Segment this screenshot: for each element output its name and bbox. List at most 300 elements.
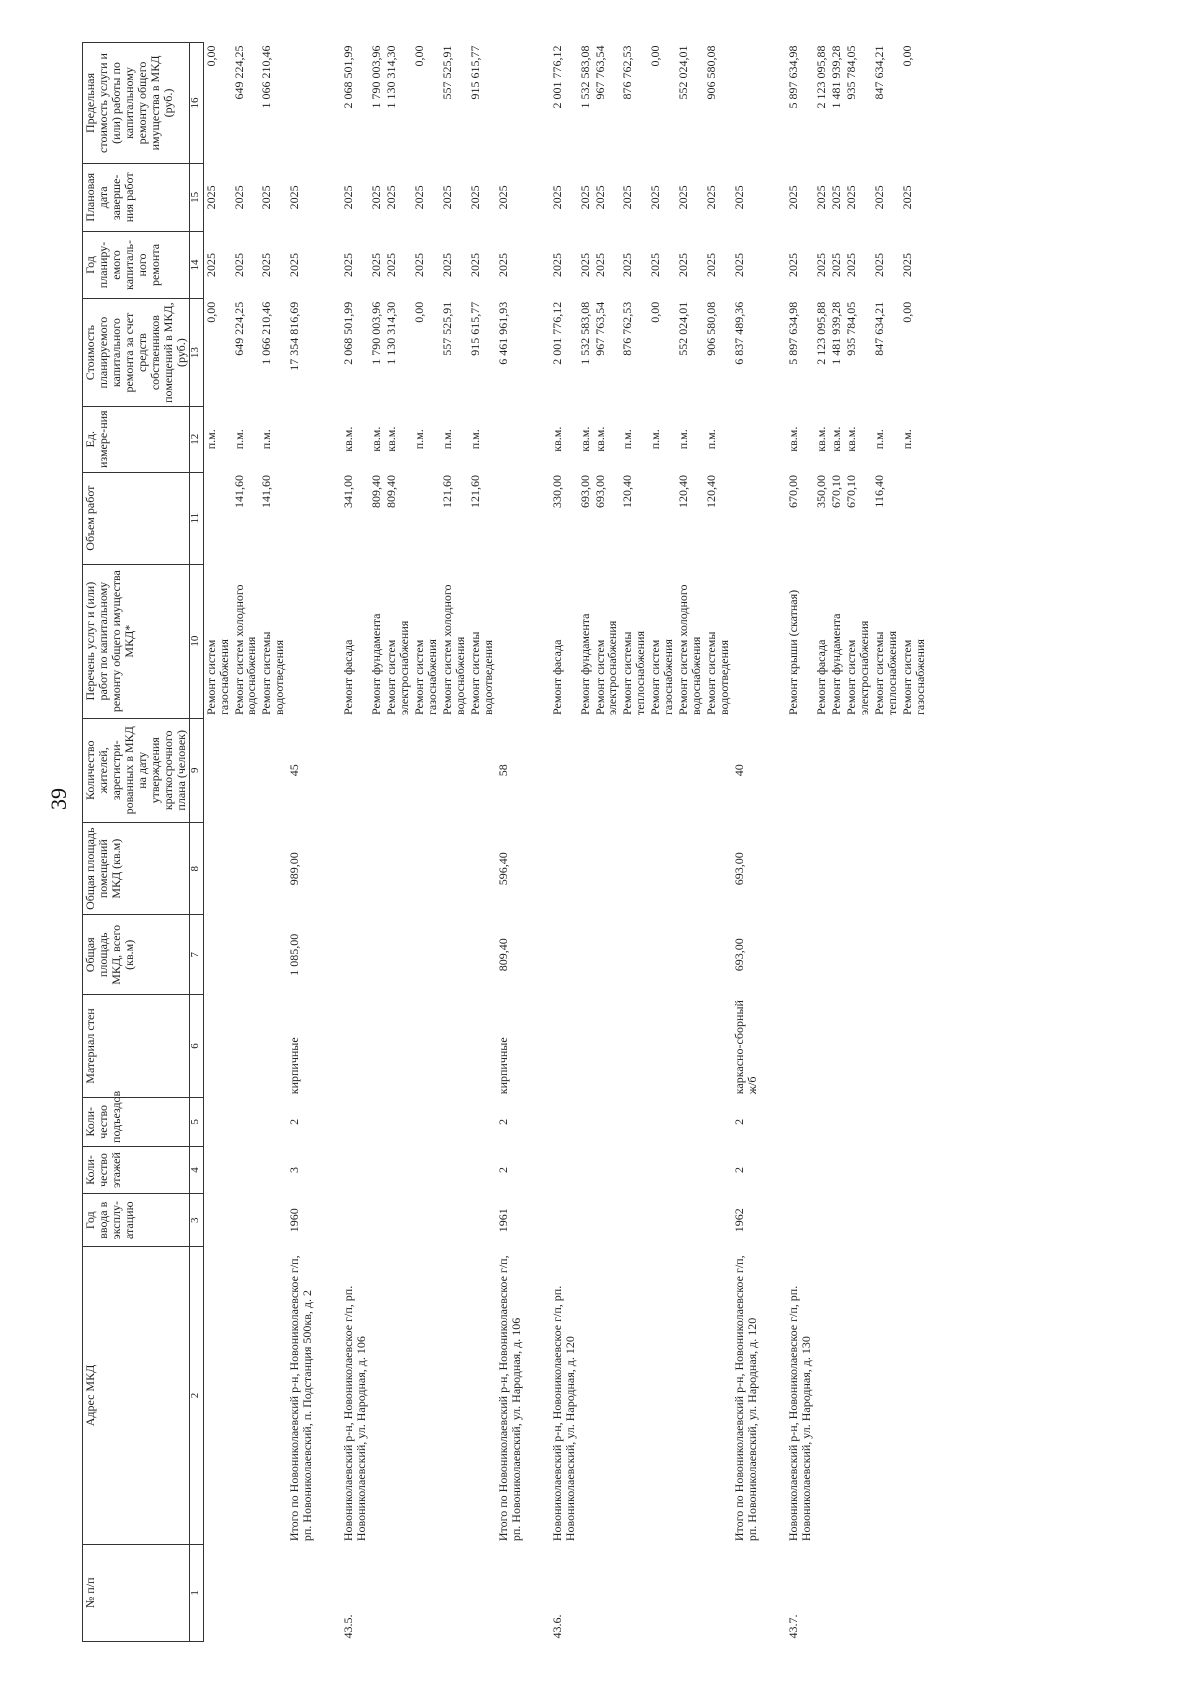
entrances: [814, 1097, 829, 1146]
residents: [872, 718, 900, 823]
header-cell: Ед. измере-ния: [83, 406, 190, 472]
completion-date: 2025: [203, 185, 218, 210]
work-type: Ремонт фундамента: [369, 613, 384, 716]
work-volume: 141,60: [259, 475, 274, 509]
spacer-cell: [315, 472, 341, 564]
repair-year: 2025: [620, 252, 635, 277]
planned-cost: 1 066 210,46: [259, 301, 274, 365]
cost-limit: 876 762,53: [620, 45, 635, 100]
header-cell: № п/п: [83, 1544, 190, 1641]
object-row: [550, 43, 578, 1642]
work-type: Ремонт систем газоснабжения: [412, 639, 439, 716]
spacer-cell: [524, 472, 550, 564]
address: Новониколаевский р-н, Новониколаевское г/п, рп. Новониколаевский, ул. Народная, д. 130: [785, 1285, 813, 1542]
work-volume: 120,40: [704, 475, 719, 509]
completion-date: 2025: [259, 185, 274, 210]
work-type: Ремонт фундамента: [577, 613, 592, 716]
work-volume: 809,40: [369, 475, 384, 509]
cost-limit: 2 068 501,99: [341, 45, 356, 109]
year-built: [578, 1194, 593, 1247]
work-volume: [412, 472, 440, 564]
row-number: [593, 1544, 621, 1641]
rooms-area: [259, 823, 287, 915]
cost-limit: 2 001 776,12: [549, 45, 564, 109]
spacer-cell: [315, 1194, 341, 1247]
rooms-area: [203, 823, 231, 915]
row-number: [369, 1544, 384, 1641]
total-area: [384, 915, 412, 995]
year-built: [900, 1194, 928, 1247]
spacer-cell: [524, 1097, 550, 1146]
rotated-table-container: [82, 42, 1122, 1642]
page-number: 39: [46, 788, 71, 810]
spacer-cell: [315, 564, 341, 718]
work-type: Ремонт систем газоснабжения: [648, 639, 676, 716]
unit: [732, 406, 760, 472]
wall-material: [704, 995, 732, 1098]
unit: кв.м.: [549, 426, 564, 452]
row-number: [232, 1544, 260, 1641]
entrances: [844, 1097, 872, 1146]
planned-cost: 1 532 583,08: [577, 301, 592, 365]
entrances: [384, 1097, 412, 1146]
work-type: [496, 564, 524, 718]
total-area: [440, 915, 468, 995]
planned-cost: 876 762,53: [620, 301, 635, 356]
cost-limit: 557 525,91: [439, 45, 454, 100]
total-area: [829, 915, 844, 995]
entrances: [704, 1097, 732, 1146]
completion-date: 2025: [871, 185, 886, 210]
wall-material: [593, 995, 621, 1098]
repair-plan-table: [82, 42, 927, 1642]
row-number: [900, 1544, 928, 1641]
spacer-cell: [760, 1544, 786, 1641]
year-built: [814, 1194, 829, 1247]
repair-year: 2025: [467, 252, 482, 277]
header-cell: Стоимость планируемого капитального ремонта за счет средств собственников помещений в МКД, (руб.): [83, 299, 190, 407]
work-type: Ремонт фасада: [341, 639, 356, 716]
total-area: 693,00: [732, 938, 747, 972]
repair-year: 2025: [439, 252, 454, 277]
planned-cost: 17 354 816,69: [287, 301, 302, 371]
work-row: [676, 43, 704, 1642]
entrances: [829, 1097, 844, 1146]
total-area: [550, 915, 578, 995]
year-built: [412, 1194, 440, 1247]
repair-year: 2025: [549, 252, 564, 277]
spacer-cell: [760, 1097, 786, 1146]
residents: [676, 718, 704, 823]
work-type: Ремонт систем холодного водоснабжения: [439, 584, 467, 716]
header-cell: Адрес МКД: [83, 1247, 190, 1544]
wall-material: [412, 995, 440, 1098]
header-cell: Количество жителей, зарегистри-рованных в МКД на дату утверждения краткосрочного плана (человек): [83, 718, 190, 823]
work-type: Ремонт системы водоотведения: [259, 631, 287, 716]
total-area: [676, 915, 704, 995]
repair-year: 2025: [732, 252, 747, 277]
year-built: [203, 1194, 231, 1247]
total-area: [593, 915, 621, 995]
residents: [900, 718, 928, 823]
spacer-cell: [524, 1544, 550, 1641]
planned-cost: 0,00: [412, 301, 427, 323]
repair-year: 2025: [259, 252, 274, 277]
spacer-cell: [315, 1146, 341, 1193]
work-volume: [496, 472, 524, 564]
address: [829, 1247, 844, 1544]
repair-year: 2025: [384, 252, 399, 277]
work-type: Ремонт фасада: [813, 639, 828, 716]
spacer-cell: [315, 164, 341, 232]
residents: [620, 718, 648, 823]
wall-material: каркасно-сборный ж/б: [732, 1000, 759, 1095]
total-area: [620, 915, 648, 995]
repair-year: 2025: [287, 252, 302, 277]
row-number: [203, 1544, 231, 1641]
floors: [440, 1146, 468, 1193]
year-built: 1962: [732, 1208, 747, 1233]
work-row: [844, 43, 872, 1642]
floors: [676, 1146, 704, 1193]
floors: [844, 1146, 872, 1193]
work-type: [287, 564, 315, 718]
repair-year: 2025: [676, 252, 691, 277]
spacer-cell: [315, 718, 341, 823]
year-built: [786, 1194, 814, 1247]
year-built: [844, 1194, 872, 1247]
wall-material: [341, 995, 369, 1098]
rooms-area: 693,00: [732, 852, 747, 886]
completion-date: 2025: [592, 185, 607, 210]
spacer-cell: [760, 995, 786, 1098]
row-number: 43.6.: [549, 1614, 564, 1639]
completion-date: 2025: [369, 185, 384, 210]
repair-year: 2025: [704, 252, 719, 277]
spacer-cell: [315, 43, 341, 164]
entrances: [786, 1097, 814, 1146]
row-number: [872, 1544, 900, 1641]
object-row: [341, 43, 369, 1642]
address: [620, 1247, 648, 1544]
row-number: [829, 1544, 844, 1641]
residents: [648, 718, 676, 823]
floors: [232, 1146, 260, 1193]
residents: [468, 718, 496, 823]
entrances: [676, 1097, 704, 1146]
unit: п.м.: [648, 429, 663, 450]
header-cell: Коли-чество этажей: [83, 1146, 190, 1193]
row-number: [468, 1544, 496, 1641]
address: [900, 1247, 928, 1544]
address: [203, 1247, 231, 1544]
address: [676, 1247, 704, 1544]
work-volume: 121,60: [467, 475, 482, 509]
unit: п.м.: [439, 429, 454, 450]
column-number: 12: [189, 406, 203, 472]
row-spacer: [760, 43, 786, 1642]
spacer-cell: [315, 915, 341, 995]
total-area: [412, 915, 440, 995]
column-number: 6: [189, 995, 203, 1098]
spacer-cell: [760, 472, 786, 564]
planned-cost: 967 763,54: [592, 301, 607, 356]
spacer-cell: [315, 995, 341, 1098]
work-type: Ремонт фундамента: [828, 613, 843, 716]
wall-material: [259, 995, 287, 1098]
repair-year: 2025: [577, 252, 592, 277]
address: [369, 1247, 384, 1544]
row-number: 43.5.: [341, 1614, 356, 1639]
residents: [786, 718, 814, 823]
work-volume: [732, 472, 760, 564]
wall-material: [232, 995, 260, 1098]
spacer-cell: [315, 1544, 341, 1641]
rooms-area: [468, 823, 496, 915]
floors: [872, 1146, 900, 1193]
row-number: [676, 1544, 704, 1641]
unit: п.м.: [899, 429, 914, 450]
entrances: [412, 1097, 440, 1146]
unit: п.м.: [704, 429, 719, 450]
address: [872, 1247, 900, 1544]
column-number: 7: [189, 915, 203, 995]
address: [844, 1247, 872, 1544]
spacer-cell: [524, 299, 550, 407]
work-type: Ремонт систем газоснабжения: [899, 639, 927, 716]
repair-year: 2025: [871, 252, 886, 277]
work-type: Ремонт систем холодного водоснабжения: [676, 584, 704, 716]
repair-year: 2025: [828, 252, 843, 277]
rooms-area: [620, 823, 648, 915]
repair-year: 2025: [785, 252, 800, 277]
unit: кв.м.: [369, 426, 384, 452]
wall-material: [369, 995, 384, 1098]
entrances: [203, 1097, 231, 1146]
work-row: [814, 43, 829, 1642]
unit: кв.м.: [341, 426, 356, 452]
column-number: 4: [189, 1146, 203, 1193]
cost-limit: 967 763,54: [592, 45, 607, 100]
residents: [412, 718, 440, 823]
spacer-cell: [760, 915, 786, 995]
repair-year: 2025: [341, 252, 356, 277]
work-volume: 693,00: [577, 475, 592, 509]
floors: 2: [495, 1167, 510, 1174]
total-row: [732, 43, 760, 1642]
entrances: [900, 1097, 928, 1146]
year-built: [341, 1194, 369, 1247]
planned-cost: 847 634,21: [871, 301, 886, 356]
row-spacer: [315, 43, 341, 1642]
residents: [593, 718, 621, 823]
work-row: [829, 43, 844, 1642]
completion-date: 2025: [549, 185, 564, 210]
row-number: [412, 1544, 440, 1641]
rooms-area: [900, 823, 928, 915]
total-area: [578, 915, 593, 995]
entrances: 2: [732, 1118, 747, 1125]
work-volume: 670,00: [785, 475, 800, 509]
work-row: [203, 43, 231, 1642]
row-number: [844, 1544, 872, 1641]
completion-date: 2025: [495, 185, 510, 210]
residents: [203, 718, 231, 823]
year-built: [384, 1194, 412, 1247]
year-built: [232, 1194, 260, 1247]
floors: [593, 1146, 621, 1193]
planned-cost: 557 525,91: [439, 301, 454, 356]
spacer-cell: [524, 1247, 550, 1544]
completion-date: 2025: [412, 185, 427, 210]
address: [648, 1247, 676, 1544]
row-number: [259, 1544, 287, 1641]
address: [578, 1247, 593, 1544]
header-cell: Коли-чество подъездов: [83, 1097, 190, 1146]
year-built: [648, 1194, 676, 1247]
total-area: [341, 915, 369, 995]
spacer-cell: [524, 915, 550, 995]
table-header: [83, 43, 190, 1642]
column-number: 15: [189, 164, 203, 232]
column-number: 2: [189, 1247, 203, 1544]
floors: [829, 1146, 844, 1193]
object-row: [786, 43, 814, 1642]
column-number: 3: [189, 1194, 203, 1247]
total-area: [786, 915, 814, 995]
column-number: 5: [189, 1097, 203, 1146]
wall-material: [814, 995, 829, 1098]
work-row: [369, 43, 384, 1642]
address: [232, 1247, 260, 1544]
floors: [704, 1146, 732, 1193]
work-row: [232, 43, 260, 1642]
entrances: 2: [287, 1118, 302, 1125]
address: [593, 1247, 621, 1544]
table-body: [189, 43, 927, 1642]
residents: [232, 718, 260, 823]
address: [468, 1247, 496, 1544]
total-area: [468, 915, 496, 995]
spacer-cell: [760, 43, 786, 164]
entrances: [468, 1097, 496, 1146]
spacer-cell: [760, 1247, 786, 1544]
total-area: [259, 915, 287, 995]
spacer-cell: [524, 164, 550, 232]
cost-limit: 1 790 003,96: [369, 45, 384, 109]
total-area: 809,40: [495, 938, 510, 972]
completion-date: 2025: [384, 185, 399, 210]
cost-limit: 847 634,21: [871, 45, 886, 100]
header-cell: Объем работ: [83, 472, 190, 564]
year-built: [550, 1194, 578, 1247]
year-built: [829, 1194, 844, 1247]
unit: п.м.: [231, 429, 246, 450]
residents: 45: [287, 764, 302, 777]
unit: п.м.: [412, 429, 427, 450]
cost-limit: 0,00: [203, 45, 218, 67]
completion-date: 2025: [467, 185, 482, 210]
spacer-cell: [760, 406, 786, 472]
header-row: [83, 43, 190, 1642]
work-type: Ремонт систем электроснабжения: [384, 620, 412, 716]
residents: [440, 718, 468, 823]
unit: [496, 406, 524, 472]
repair-year: 2025: [813, 252, 828, 277]
planned-cost: 0,00: [203, 301, 218, 323]
unit: п.м.: [259, 429, 274, 450]
work-volume: 141,60: [231, 475, 246, 509]
work-type: Ремонт крыши (скатная): [785, 589, 800, 716]
spacer-cell: [315, 231, 341, 299]
spacer-cell: [524, 995, 550, 1098]
row-number: [496, 1544, 524, 1641]
unit: кв.м.: [828, 426, 843, 452]
repair-year: 2025: [231, 252, 246, 277]
work-type: Ремонт систем электроснабжения: [592, 620, 620, 716]
work-type: Ремонт систем газоснабжения: [203, 639, 231, 716]
floors: [341, 1146, 369, 1193]
spacer-cell: [524, 823, 550, 915]
cost-limit: 0,00: [412, 45, 427, 67]
total-area: [900, 915, 928, 995]
floors: [550, 1146, 578, 1193]
entrances: [593, 1097, 621, 1146]
row-number: [648, 1544, 676, 1641]
floors: [648, 1146, 676, 1193]
planned-cost: 1 130 314,30: [384, 301, 399, 365]
total-row: [287, 43, 315, 1642]
work-row: [648, 43, 676, 1642]
planned-cost: 2 068 501,99: [341, 301, 356, 365]
spacer-cell: [315, 1097, 341, 1146]
rooms-area: [593, 823, 621, 915]
planned-cost: 0,00: [648, 301, 663, 323]
address: Итого по Новониколаевский р-н, Новониколаевское г/п, рп. Новониколаевский, п. Подстанция 500кв, д. 2: [287, 1255, 315, 1542]
year-built: [468, 1194, 496, 1247]
unit: п.м.: [676, 429, 691, 450]
address: Новониколаевский р-н, Новониколаевское г/п, рп. Новониколаевский, ул. Народная, д. 120: [549, 1285, 577, 1542]
wall-material: [620, 995, 648, 1098]
rooms-area: [648, 823, 676, 915]
floors: 3: [287, 1167, 302, 1174]
repair-year: 2025: [899, 252, 914, 277]
work-row: [872, 43, 900, 1642]
floors: [786, 1146, 814, 1193]
residents: [259, 718, 287, 823]
work-type: Ремонт системы теплоснабжения: [871, 631, 899, 716]
repair-year: 2025: [369, 252, 384, 277]
work-row: [412, 43, 440, 1642]
row-number: [620, 1544, 648, 1641]
cost-limit: 0,00: [648, 45, 663, 67]
completion-date: 2025: [785, 185, 800, 210]
work-row: [384, 43, 412, 1642]
year-built: [259, 1194, 287, 1247]
repair-year: 2025: [412, 252, 427, 277]
work-volume: 120,40: [676, 475, 691, 509]
cost-limit: 1 066 210,46: [259, 45, 274, 109]
work-type: Ремонт фасада: [549, 639, 564, 716]
completion-date: 2025: [828, 185, 843, 210]
repair-year: 2025: [592, 252, 607, 277]
address: [412, 1247, 440, 1544]
total-area: [844, 915, 872, 995]
residents: [341, 718, 369, 823]
spacer-cell: [524, 718, 550, 823]
wall-material: [900, 995, 928, 1098]
year-built: 1961: [495, 1208, 510, 1233]
